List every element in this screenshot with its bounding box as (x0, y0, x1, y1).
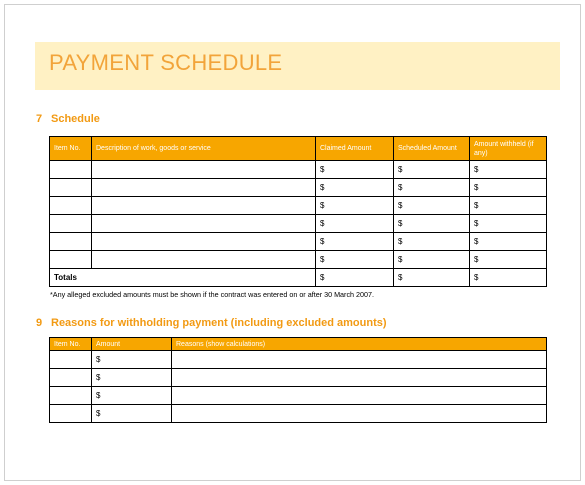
amount-cell[interactable]: $ (92, 369, 172, 387)
claimed-amount-cell[interactable]: $ (316, 233, 394, 251)
column-header-item-no: Item No. (50, 137, 92, 161)
page-title: PAYMENT SCHEDULE (49, 50, 283, 75)
claimed-total-cell[interactable]: $ (316, 269, 394, 287)
schedule-section-title: Schedule (51, 113, 100, 125)
column-header-description: Description of work, goods or service (92, 137, 316, 161)
item-no-cell[interactable] (50, 197, 92, 215)
table-row (50, 387, 547, 405)
scheduled-total-cell[interactable]: $ (394, 269, 470, 287)
reasons-section-heading (36, 317, 387, 329)
table-row (50, 197, 547, 215)
totals-row (50, 269, 547, 287)
schedule-table (49, 136, 547, 287)
scheduled-amount-cell[interactable]: $ (394, 251, 470, 269)
table-row (50, 161, 547, 179)
claimed-amount-cell[interactable]: $ (316, 251, 394, 269)
description-cell[interactable] (92, 197, 316, 215)
scheduled-amount-cell[interactable]: $ (394, 179, 470, 197)
item-no-cell[interactable] (50, 351, 92, 369)
table-row (50, 369, 547, 387)
item-no-cell[interactable] (50, 179, 92, 197)
claimed-amount-cell[interactable]: $ (316, 197, 394, 215)
reasons-cell[interactable] (172, 369, 547, 387)
item-no-cell[interactable] (50, 251, 92, 269)
amount-withheld-cell[interactable]: $ (470, 161, 547, 179)
amount-withheld-cell[interactable]: $ (470, 215, 547, 233)
column-header-scheduled-amount: Scheduled Amount (394, 137, 470, 161)
title-banner (35, 42, 560, 90)
table-row (50, 251, 547, 269)
column-header-amount-withheld: Amount withheld (if any) (470, 137, 547, 161)
claimed-amount-cell[interactable]: $ (316, 161, 394, 179)
amount-withheld-cell[interactable]: $ (470, 251, 547, 269)
reasons-cell[interactable] (172, 405, 547, 423)
scheduled-amount-cell[interactable]: $ (394, 215, 470, 233)
column-header-reasons: Reasons (show calculations) (172, 338, 547, 351)
table-row (50, 233, 547, 251)
reasons-table (49, 337, 547, 423)
scheduled-amount-cell[interactable]: $ (394, 161, 470, 179)
table-row (50, 215, 547, 233)
description-cell[interactable] (92, 161, 316, 179)
table-row (50, 179, 547, 197)
column-header-item-no: Item No. (50, 338, 92, 351)
description-cell[interactable] (92, 179, 316, 197)
reasons-section-title: Reasons for withholding payment (including excluded amounts) (51, 317, 387, 329)
item-no-cell[interactable] (50, 369, 92, 387)
claimed-amount-cell[interactable]: $ (316, 179, 394, 197)
column-header-amount: Amount (92, 338, 172, 351)
amount-cell[interactable]: $ (92, 351, 172, 369)
table-row (50, 405, 547, 423)
totals-label: Totals (50, 269, 316, 287)
item-no-cell[interactable] (50, 387, 92, 405)
description-cell[interactable] (92, 215, 316, 233)
schedule-section-number: 7 (36, 113, 43, 125)
amount-withheld-cell[interactable]: $ (470, 233, 547, 251)
column-header-claimed-amount: Claimed Amount (316, 137, 394, 161)
description-cell[interactable] (92, 251, 316, 269)
reasons-cell[interactable] (172, 387, 547, 405)
schedule-header-row (50, 137, 547, 161)
schedule-section-heading (36, 113, 100, 125)
amount-cell[interactable]: $ (92, 387, 172, 405)
amount-cell[interactable]: $ (92, 405, 172, 423)
description-cell[interactable] (92, 233, 316, 251)
amount-withheld-cell[interactable]: $ (470, 197, 547, 215)
table-row (50, 351, 547, 369)
claimed-amount-cell[interactable]: $ (316, 215, 394, 233)
reasons-cell[interactable] (172, 351, 547, 369)
reasons-header-row (50, 338, 547, 351)
amount-withheld-cell[interactable]: $ (470, 179, 547, 197)
item-no-cell[interactable] (50, 405, 92, 423)
excluded-amounts-footnote: *Any alleged excluded amounts must be shown if the contract was entered on or after 30 March 2007. (50, 290, 375, 299)
item-no-cell[interactable] (50, 233, 92, 251)
item-no-cell[interactable] (50, 161, 92, 179)
withheld-total-cell[interactable]: $ (470, 269, 547, 287)
item-no-cell[interactable] (50, 215, 92, 233)
scheduled-amount-cell[interactable]: $ (394, 197, 470, 215)
scheduled-amount-cell[interactable]: $ (394, 233, 470, 251)
reasons-section-number: 9 (36, 317, 43, 329)
